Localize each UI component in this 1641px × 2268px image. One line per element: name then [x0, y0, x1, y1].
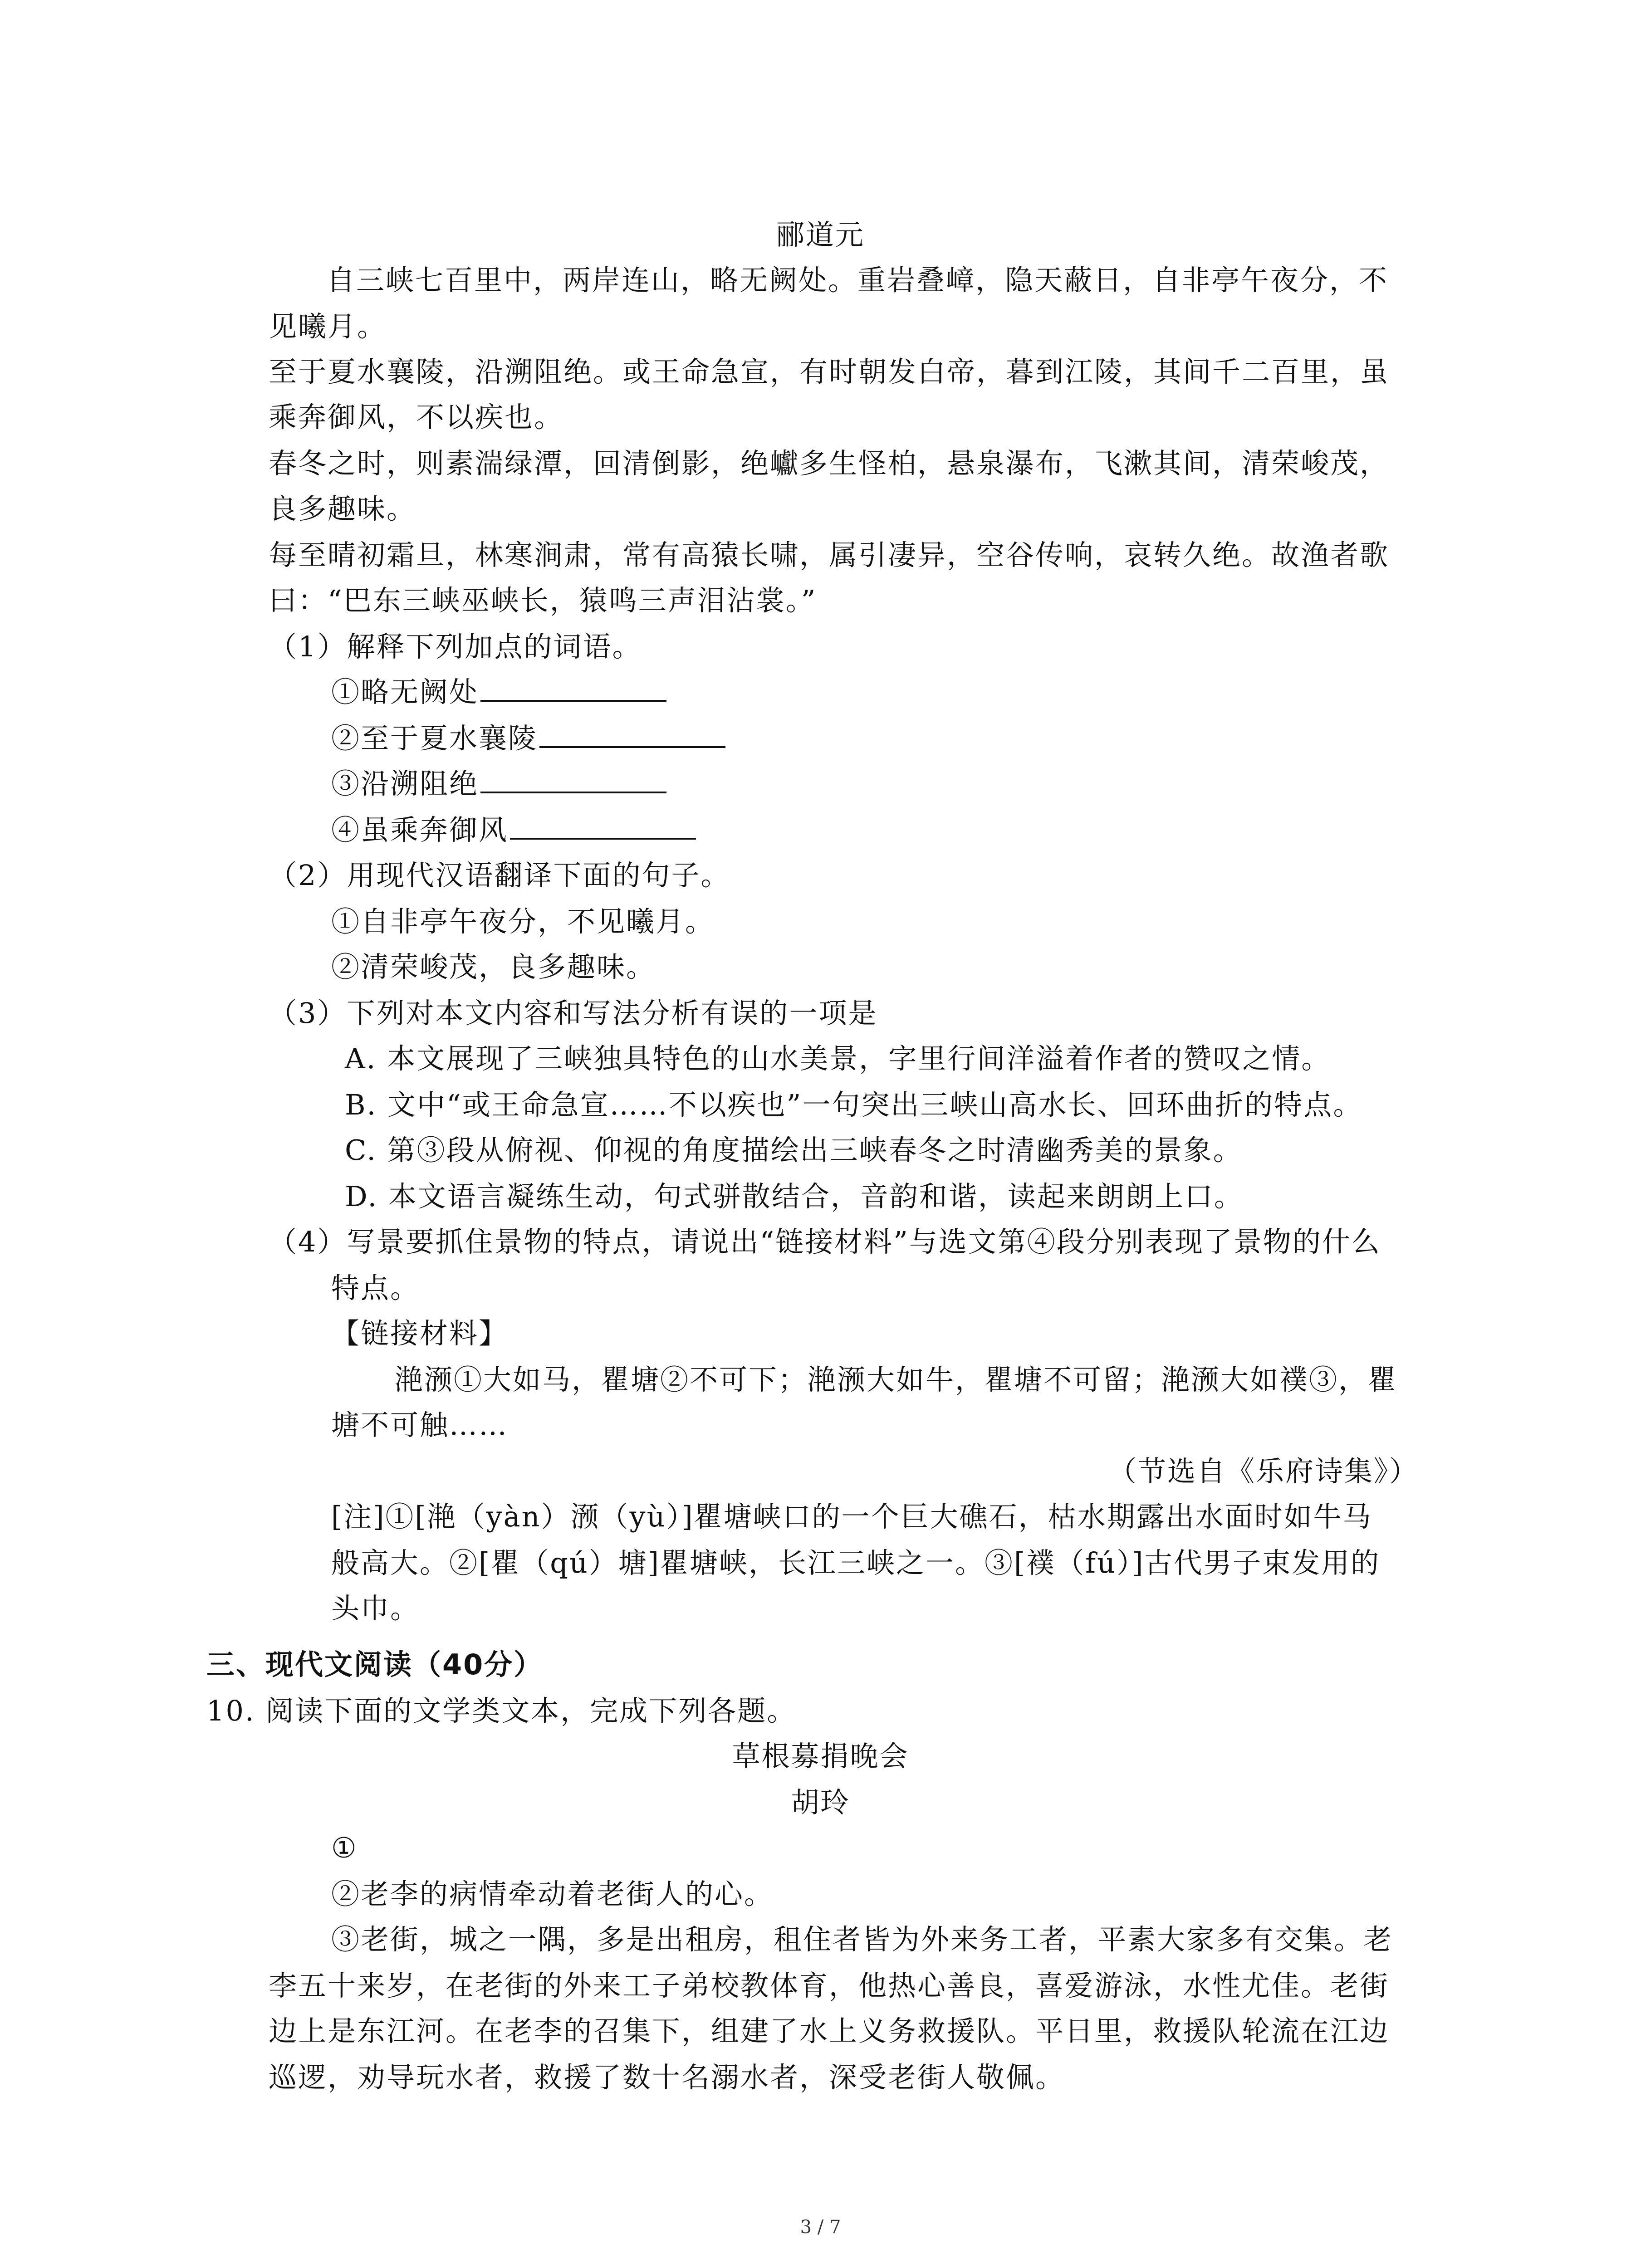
q3-option-c: C. 第③段从俯视、仰视的角度描绘出三峡春冬之时清幽秀美的景象。	[345, 1134, 1243, 1167]
q3-stem: （3）下列对本文内容和写法分析有误的一项是	[269, 997, 878, 1030]
passage-p2-line2: 乘奔御风，不以疾也。	[269, 401, 564, 434]
article-para-3-line2: 李五十来岁，在老街的外来工子弟校教体育，他热心善良，喜爱游泳，水性尤佳。老街	[269, 1969, 1390, 2002]
q1-item-2-text: ②至于夏水襄陵	[331, 722, 538, 755]
passage-p4-line2: 曰：“巴东三峡巫峡长，猿鸣三声泪沾裳。”	[269, 584, 817, 617]
article-para-3-line4: 巡逻，劝导玩水者，救援了数十名溺水者，深受老街人敬佩。	[269, 2061, 1065, 2094]
passage-p2-line1: 至于夏水襄陵，沿溯阻绝。或王命急宣，有时朝发白帝，暮到江陵，其间千二百里，虽	[269, 355, 1390, 388]
q4-stem-line1: （4）写景要抓住景物的特点，请说出“链接材料”与选文第④段分别表现了景物的什么	[269, 1225, 1381, 1258]
q3-option-d: D. 本文语言凝练生动，句式骈散结合，音韵和谐，读起来朗朗上口。	[345, 1180, 1244, 1213]
q1-item-1-text: ①略无阙处	[331, 675, 479, 709]
note-line1: [注]①[滟（yàn）滪（yù）]瞿塘峡口的一个巨大礁石，枯水期露出水面时如牛马	[331, 1500, 1372, 1533]
link-material-line1: 滟滪①大如马，瞿塘②不可下；滟滪大如牛，瞿塘不可留；滟滪大如襆③，瞿	[395, 1363, 1398, 1396]
article-para-1: ①	[331, 1831, 358, 1864]
q3-option-b: B. 文中“或王命急宣……不以疾也”一句突出三峡山高水长、回环曲折的特点。	[345, 1088, 1363, 1121]
q1-item-4	[331, 807, 696, 853]
passage-p3-line2: 良多趣味。	[269, 492, 416, 525]
note-line3: 头巾。	[331, 1592, 420, 1625]
question-10-stem: 10. 阅读下面的文学类文本，完成下列各题。	[206, 1694, 797, 1727]
passage-p1-line1: 自三峡七百里中，两岸连山，略无阙处。重岩叠嶂，隐天蔽日，自非亭午夜分，不	[327, 264, 1389, 297]
article-para-3-line1: ③老街，城之一隅，多是出租房，租住者皆为外来务工者，平素大家多有交集。老	[331, 1923, 1393, 1956]
article-para-2: ②老李的病情牵动着老街人的心。	[331, 1877, 774, 1911]
q1-item-4-answer-blank[interactable]	[510, 811, 696, 840]
q1-stem: （1）解释下列加点的词语。	[269, 630, 642, 663]
passage-p1-line2: 见曦月。	[269, 310, 387, 343]
link-material-source: （节选自《乐府诗集》）	[1108, 1455, 1419, 1488]
page-number: 3 / 7	[800, 2217, 841, 2238]
q1-item-2-answer-blank[interactable]	[539, 719, 725, 748]
q1-item-1	[331, 670, 666, 715]
passage-author: 郦道元	[776, 218, 865, 251]
q1-item-3	[331, 761, 666, 807]
q1-item-3-text: ③沿溯阻绝	[331, 767, 479, 800]
q1-item-3-answer-blank[interactable]	[480, 764, 666, 793]
q2-stem: （2）用现代汉语翻译下面的句子。	[269, 859, 730, 892]
link-material-header: 【链接材料】	[331, 1317, 509, 1350]
link-material-line2: 塘不可触……	[331, 1408, 509, 1442]
q1-item-2	[331, 716, 725, 761]
section-3-heading: 三、现代文阅读（40分）	[206, 1648, 544, 1681]
passage-p3-line1: 春冬之时，则素湍绿潭，回清倒影，绝巘多生怪柏，悬泉瀑布，飞漱其间，清荣峻茂，	[269, 447, 1390, 480]
q1-item-1-answer-blank[interactable]	[480, 673, 666, 702]
q1-item-4-text: ④虽乘奔御风	[331, 813, 509, 846]
q2-item-1: ①自非亭午夜分，不见曦月。	[331, 905, 715, 938]
article-author: 胡玲	[791, 1786, 850, 1819]
q4-stem-line2: 特点。	[331, 1271, 420, 1305]
note-line2: 般高大。②[瞿（qú）塘]瞿塘峡，长江三峡之一。③[襆（fú）]古代男子束发用的	[331, 1546, 1381, 1579]
q3-option-a: A. 本文展现了三峡独具特色的山水美景，字里行间洋溢着作者的赞叹之情。	[345, 1042, 1331, 1075]
article-title: 草根募捐晚会	[732, 1740, 909, 1773]
passage-p4-line1: 每至晴初霜旦，林寒涧肃，常有高猿长啸，属引凄异，空谷传响，哀转久绝。故渔者歌	[269, 538, 1390, 572]
q2-item-2: ②清荣峻茂，良多趣味。	[331, 950, 656, 983]
article-para-3-line3: 边上是东江河。在老李的召集下，组建了水上义务救援队。平日里，救援队轮流在江边	[269, 2014, 1390, 2048]
